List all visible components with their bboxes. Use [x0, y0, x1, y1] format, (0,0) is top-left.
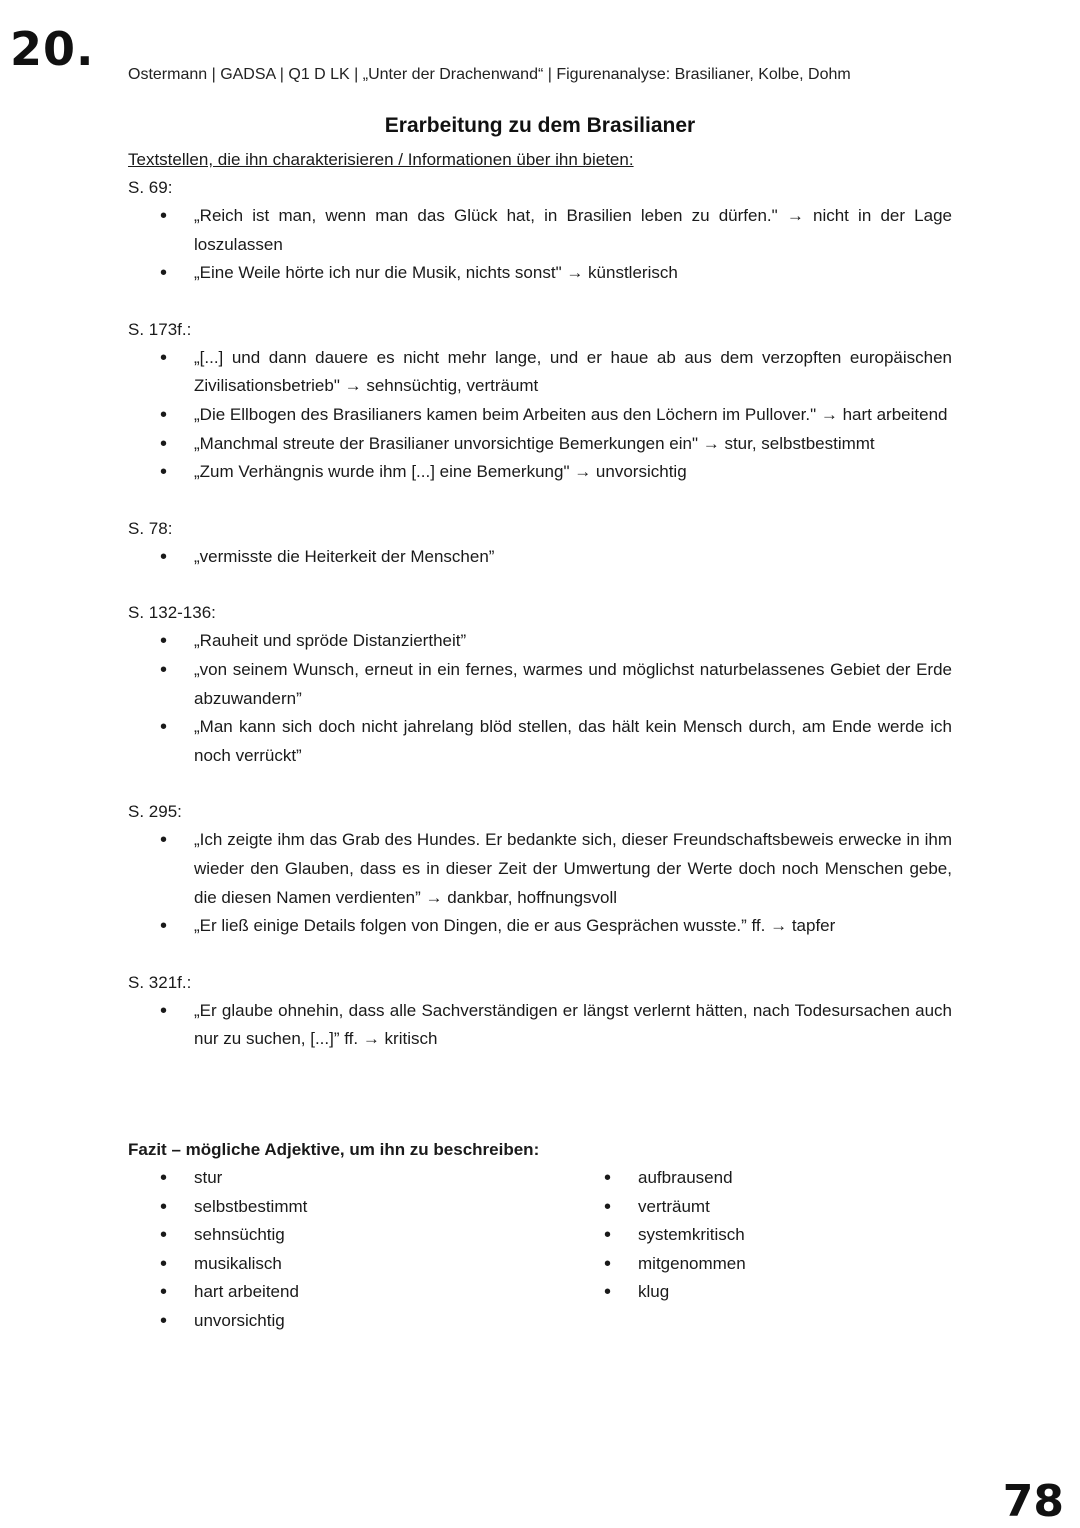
quote-item: • „Zum Verhängnis wurde ihm [...] eine Bemerkung" → unvorsichtig [128, 458, 952, 487]
adjective-item: • stur [128, 1164, 572, 1193]
quote-item: • „von seinem Wunsch, erneut in ein fernes, warmes und möglichst naturbelassenes Gebiet der Erde abzuwandern” [128, 656, 952, 713]
section-s321 [128, 969, 952, 1054]
adjective-item: • musikalisch [128, 1250, 572, 1279]
section-s295 [128, 798, 952, 940]
adjective-list-right [572, 1164, 746, 1336]
page-title: Erarbeitung zu dem Brasilianer [384, 114, 696, 137]
page-reference: S. 173f.: [128, 319, 192, 339]
page-reference: S. 132-136: [128, 603, 216, 623]
page-reference: S. 321f.: [128, 972, 192, 992]
page-reference: S. 69: [128, 178, 173, 197]
section-s132 [128, 599, 952, 770]
section-s78 [128, 515, 952, 572]
quote-item: • „Man kann sich doch nicht jahrelang blöd stellen, das hält kein Mensch durch, am Ende werde ich noch verrückt” [128, 713, 952, 770]
adjective-columns [128, 1164, 952, 1336]
content-body [128, 146, 952, 1082]
quote-item: • „Rauheit und spröde Distanziertheit” [128, 627, 952, 656]
quote-item: • „[...] und dann dauere es nicht mehr lange, und er haue ab aus dem verzopften europäischen Zivilisationsbetrieb" → sehnsüchtig, verträumt [128, 344, 952, 401]
quote-item: • „Eine Weile hörte ich nur die Musik, nichts sonst" → künstlerisch [128, 259, 952, 288]
section-s69 [128, 174, 952, 288]
page-reference: S. 78: [128, 518, 173, 538]
adjective-item: • selbstbestimmt [128, 1193, 572, 1222]
adjective-item: • mitgenommen [572, 1250, 746, 1279]
conclusion [128, 1136, 952, 1336]
section-s173 [128, 316, 952, 487]
adjective-list-left [128, 1164, 572, 1336]
adjective-item: • aufbrausend [572, 1164, 746, 1193]
subheading: Textstellen, die ihn charakterisieren / Informationen über ihn bieten: [128, 150, 634, 169]
quote-item: • „Reich ist man, wenn man das Glück hat, in Brasilien leben zu dürfen." → nicht in der Lage loszulassen [128, 202, 952, 259]
quote-item: • „Manchmal streute der Brasilianer unvorsichtige Bemerkungen ein" → stur, selbstbestimmt [128, 430, 952, 459]
adjective-item: • unvorsichtig [128, 1307, 572, 1336]
adjective-item: • verträumt [572, 1193, 746, 1222]
adjective-item: • systemkritisch [572, 1221, 746, 1250]
quote-item: • „Die Ellbogen des Brasilianers kamen beim Arbeiten aus den Löchern im Pullover." → hart arbeitend [128, 401, 952, 430]
quote-item: • „Er ließ einige Details folgen von Dingen, die er aus Gesprächen wusste.” ff. → tapfer [128, 912, 952, 941]
adjective-item: • sehnsüchtig [128, 1221, 572, 1250]
adjective-item: • hart arbeitend [128, 1278, 572, 1307]
document-header: Ostermann | GADSA | Q1 D LK | „Unter der Drachenwand“ | Figurenanalyse: Brasilianer, Kolbe, Dohm [128, 66, 851, 83]
conclusion-title: Fazit – mögliche Adjektive, um ihn zu beschreiben: [128, 1140, 540, 1159]
quote-item: • „Ich zeigte ihm das Grab des Hundes. Er bedankte sich, dieser Freundschaftsbeweis erwecke in ihm wieder den Glauben, dass es in dieser Zeit der Umwertung der Werte doch noch Menschen gebe, die diesen Namen verdienten” → dankbar, hoffnungsvoll [128, 826, 952, 912]
handwritten-sheet-number: 78 [1002, 1476, 1064, 1527]
quote-item: • „Er glaube ohnehin, dass alle Sachverständigen er längst verlernt hätten, nach Todesursachen auch nur zu suchen, [...]” ff. → kritisch [128, 997, 952, 1054]
handwritten-page-number: 20. [10, 22, 95, 76]
adjective-item: • klug [572, 1278, 746, 1307]
page-reference: S. 295: [128, 802, 182, 822]
quote-item: • „vermisste die Heiterkeit der Menschen” [128, 543, 952, 572]
